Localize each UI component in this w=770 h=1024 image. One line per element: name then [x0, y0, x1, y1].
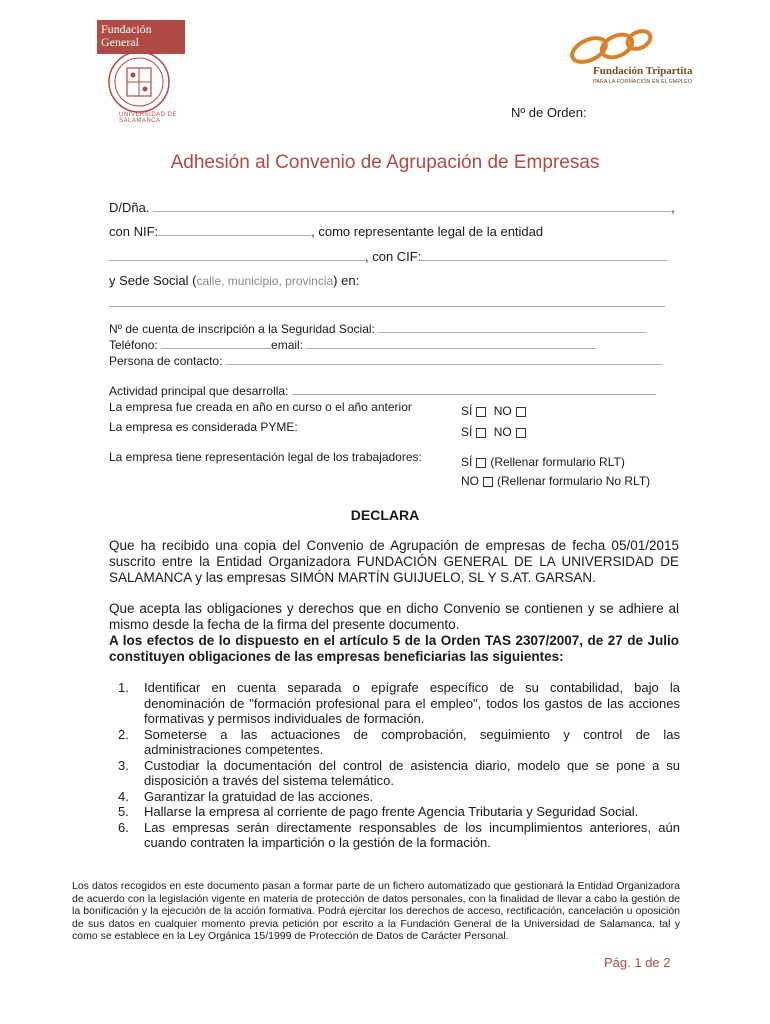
- fundacion-tripartita-logo: [565, 24, 705, 94]
- list-item-text: Someterse a las actuaciones de comprobación, seguimiento y control de las administraciones competentes.: [144, 726, 680, 757]
- cif-label: , con CIF:: [365, 249, 422, 264]
- list-item-number: 6.: [118, 819, 129, 835]
- list-item-text: Garantizar la gratuidad de las acciones.: [144, 788, 374, 804]
- field-entidad-cif: [109, 249, 689, 264]
- pyme-si-checkbox[interactable]: [476, 428, 486, 438]
- creada-options: [461, 404, 530, 418]
- dd-label: D/Dña.: [109, 200, 150, 215]
- telefono-label: Teléfono:: [109, 338, 158, 352]
- paragraph-acepta: Que acepta las obligaciones y derechos que en dicho Convenio se contienen y se adhiere al mismo desde la fecha de la firma del presente documento.: [109, 601, 679, 632]
- list-item: [118, 758, 680, 789]
- field-sede: [109, 273, 689, 288]
- tripartita-name: Fundación Tripartita: [593, 65, 693, 77]
- rlt-no-note: (Rellenar formulario No RLT): [497, 474, 651, 488]
- list-item-number: 5.: [118, 804, 129, 819]
- seguridad-input[interactable]: [378, 332, 646, 333]
- logo-text-line2: General: [101, 35, 139, 49]
- representante-label: , como representante legal de la entidad: [311, 224, 544, 239]
- paragraph-obligaciones: A los efectos de lo dispuesto en el artículo 5 de la Orden TAS 2307/2007, de 27 de Julio constituyen obligaciones de las empresas beneficiarias las siguientes:: [109, 633, 679, 664]
- list-item: [118, 820, 680, 851]
- obligaciones-list: [118, 680, 680, 851]
- list-item-number: 2.: [118, 726, 129, 742]
- pyme-no-label: NO: [493, 425, 512, 439]
- paragraph-copia: Que ha recibido una copia del Convenio de Agrupación de empresas de fecha 05/01/2015 suscrito entre la Entidad Organizadora FUNDACIÓN GENERAL DE LA UNIVERSIDAD DE SALAMANCA y las empresas SIMÓN MARTÍN GUIJUELO, SL Y S.AT. GARSAN.: [109, 538, 679, 585]
- contacto-input[interactable]: [226, 364, 662, 365]
- dd-input[interactable]: [153, 211, 671, 212]
- cif-input[interactable]: [421, 260, 667, 261]
- telefono-input[interactable]: [161, 348, 271, 349]
- rlt-si-checkbox[interactable]: [476, 458, 486, 468]
- logo-text-line1: Fundación: [101, 22, 152, 36]
- sede-input[interactable]: [109, 306, 665, 307]
- fundacion-general-logo: [97, 20, 185, 124]
- university-seal-icon: [97, 50, 185, 120]
- creada-no-label: NO: [493, 404, 512, 418]
- rlt-si-note: (Rellenar formulario RLT): [490, 455, 625, 469]
- email-label: email:: [271, 338, 304, 352]
- field-telefono-email: [109, 338, 689, 352]
- creada-label: La empresa fue creada en año en curso o el año anterior: [109, 400, 412, 414]
- field-seguridad-social: [109, 322, 689, 336]
- field-contacto: [109, 354, 689, 368]
- rlt-no-option: [461, 474, 650, 488]
- pyme-si-label: SÍ: [461, 425, 473, 439]
- list-item-text: Hallarse la empresa al corriente de pago frente Agencia Tributaria y Seguridad Social.: [144, 804, 639, 819]
- entidad-input[interactable]: [109, 260, 365, 261]
- pyme-label: La empresa es considerada PYME:: [109, 420, 298, 434]
- rlt-si-option: [461, 455, 625, 469]
- field-actividad: [109, 384, 689, 398]
- list-item-number: 3.: [118, 757, 129, 773]
- sede-hint: calle, municipio, provincia: [196, 274, 334, 288]
- seguridad-label: Nº de cuenta de inscripción a la Seguridad Social:: [109, 322, 375, 336]
- pyme-no-checkbox[interactable]: [516, 428, 526, 438]
- creada-si-checkbox[interactable]: [476, 407, 486, 417]
- representacion-label: La empresa tiene representación legal de los trabajadores:: [109, 450, 422, 464]
- tripartita-swirl-icon: [567, 24, 657, 64]
- list-item-text: Las empresas serán directamente responsables de los incumplimientos anteriores, aún cuando contraten la impartición o la gestión de la formación.: [144, 819, 680, 850]
- actividad-label: Actividad principal que desarrolla:: [109, 384, 289, 398]
- list-item-number: 1.: [118, 680, 129, 695]
- field-nif: [109, 224, 689, 239]
- list-item-text: Custodiar la documentación del control de asistencia diario, modelo que se pone a su disposición a través del sistema telemático.: [144, 757, 680, 788]
- creada-no-checkbox[interactable]: [516, 407, 526, 417]
- declara-heading: DECLARA: [350, 507, 420, 523]
- list-item: [118, 680, 680, 727]
- page-number: Pág. 1 de 2: [604, 955, 671, 970]
- list-item: [118, 727, 680, 758]
- rlt-no-label: NO: [461, 474, 479, 488]
- list-item: [118, 789, 680, 805]
- pyme-options: [461, 425, 530, 439]
- numero-orden-label: Nº de Orden:: [511, 105, 587, 120]
- list-item-number: 4.: [118, 788, 129, 804]
- sede-label-b: ) en:: [333, 273, 360, 288]
- creada-si-label: SÍ: [461, 404, 473, 418]
- document-title: Adhesión al Convenio de Agrupación de Empresas: [170, 152, 600, 173]
- sede-label-a: y Sede Social (: [109, 273, 197, 288]
- tripartita-tagline: PARA LA FORMACIÓN EN EL EMPLEO: [593, 79, 693, 85]
- list-item: [118, 804, 680, 820]
- actividad-input[interactable]: [292, 394, 656, 395]
- contacto-label: Persona de contacto:: [109, 354, 223, 368]
- nif-input[interactable]: [158, 235, 311, 236]
- data-protection-footer: Los datos recogidos en este documento pasan a formar parte de un fichero automatizado que gestionará la Entidad Organizadora de acuerdo con la legislación vigente en materia de protección de datos personales, con la finalidad de llevar a cabo la gestión de la bonificación y la ejecución de la acción formativa. Podrá ejercitar los derechos de acceso, rectificación, cancelación u oposición de sus datos en cualquier momento previa petición por escrito a la Fundación General de la Universidad de Salamanca, tal y como se establece en la Ley Orgánica 15/1999 de Protección de Datos de Carácter Personal.: [72, 880, 680, 942]
- logo-caption: UNIVERSIDAD DE SALAMANCA: [119, 112, 178, 124]
- list-item-text: Identificar en cuenta separada o epígrafe específico de su contabilidad, bajo la denominación de "formación profesional para el empleo", todos los gastos de las acciones formativas y permisos individuales de formación.: [144, 680, 680, 726]
- email-input[interactable]: [306, 348, 596, 349]
- field-dd: D/Dña. ,: [109, 200, 675, 215]
- nif-label: con NIF:: [109, 224, 159, 239]
- rlt-no-checkbox[interactable]: [483, 477, 493, 487]
- rlt-si-label: SÍ: [461, 455, 473, 469]
